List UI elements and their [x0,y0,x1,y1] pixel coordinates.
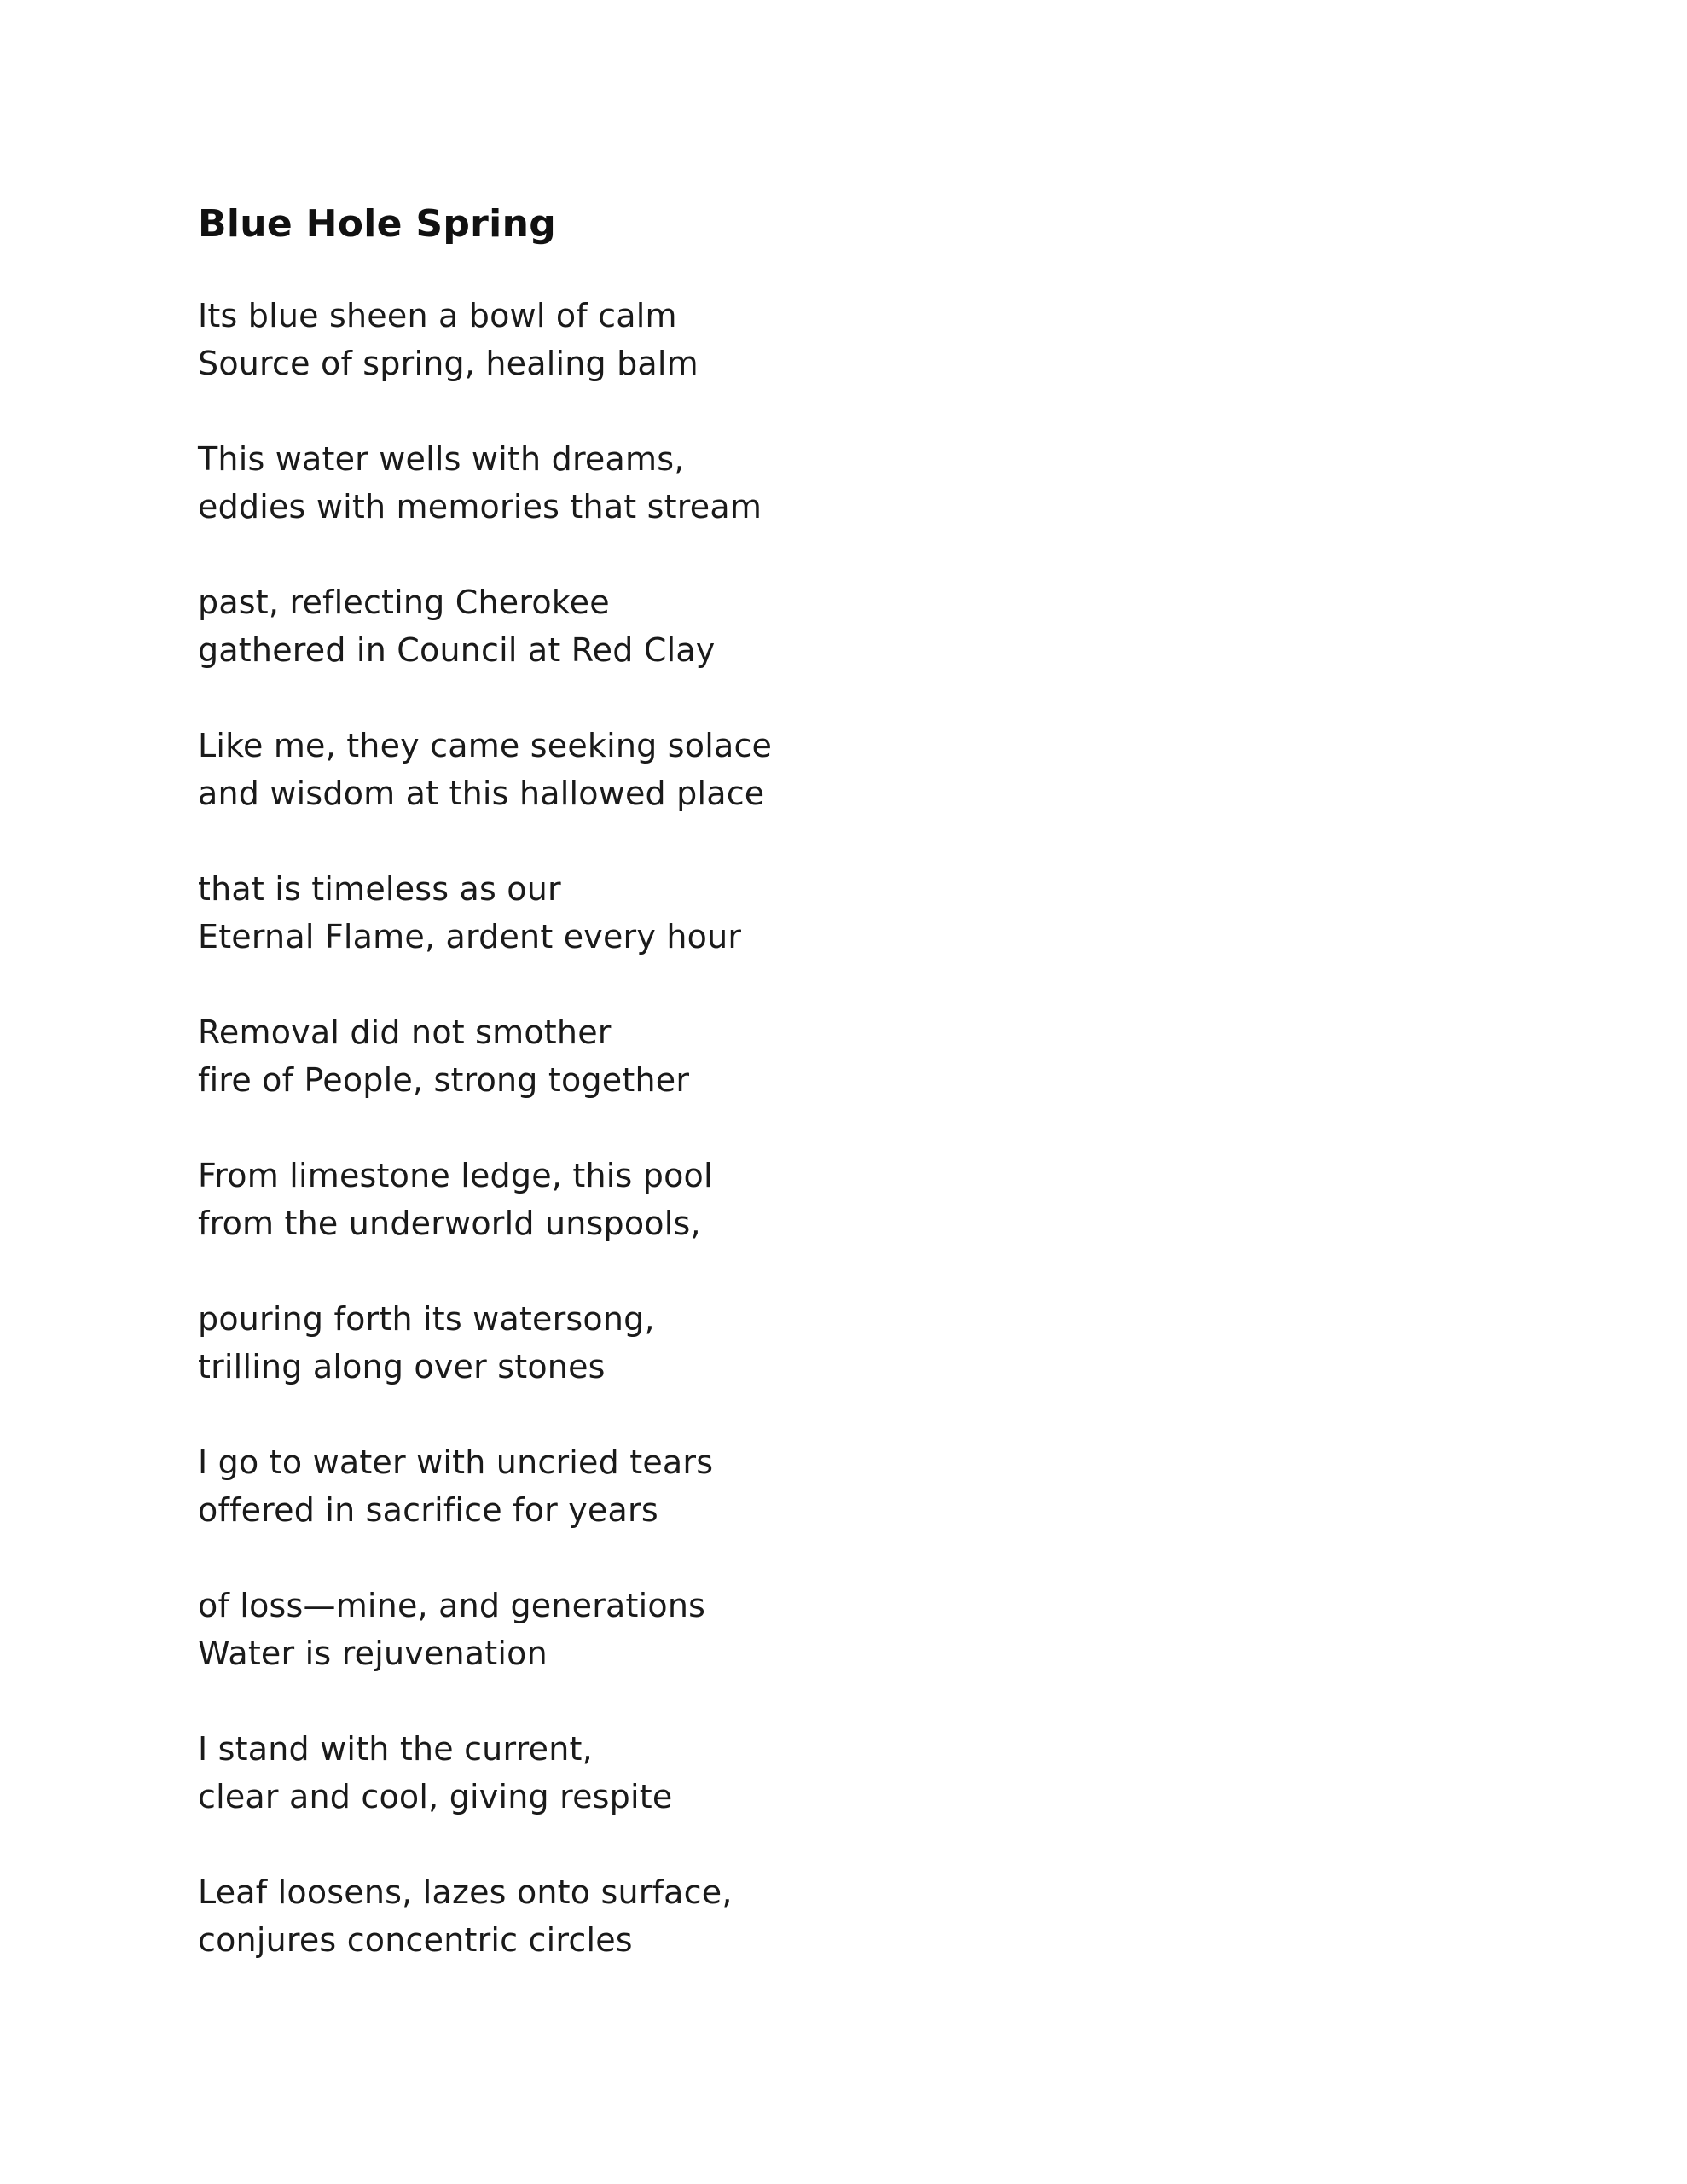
stanza [198,578,1477,674]
document-page [198,195,1477,2012]
stanza [198,722,1477,817]
stanza [198,1725,1477,1821]
poem-line: From limestone ledge, this pool [198,1157,713,1194]
poem-line: and wisdom at this hallowed place [198,775,765,812]
poem-line: trilling along over stones [198,1348,606,1385]
poem-line: Leaf loosens, lazes onto surface, [198,1873,733,1911]
stanza [198,1868,1477,1964]
poem-line: of loss—mine, and generations [198,1587,706,1624]
stanza [198,435,1477,531]
stanza [198,1438,1477,1534]
poem-line: clear and cool, giving respite [198,1778,673,1815]
poem-line: Water is rejuvenation [198,1635,548,1672]
stanza [198,1582,1477,1677]
poem-line: Eternal Flame, ardent every hour [198,918,742,956]
poem-line: This water wells with dreams, [198,440,685,478]
poem-line: that is timeless as our [198,870,561,908]
poem-body [198,292,1477,1964]
poem-line: I stand with the current, [198,1730,593,1768]
poem-line: Source of spring, healing balm [198,345,699,382]
poem-line: offered in sacrifice for years [198,1491,658,1529]
poem-line: from the underworld unspools, [198,1205,701,1242]
poem-line: Like me, they came seeking solace [198,727,773,764]
poem-line: Its blue sheen a bowl of calm [198,297,677,334]
stanza [198,1295,1477,1391]
stanza [198,865,1477,961]
stanza [198,1008,1477,1104]
poem-line: past, reflecting Cherokee [198,584,610,621]
poem-title: Blue Hole Spring [198,202,556,246]
poem-line: pouring forth its watersong, [198,1300,655,1338]
poem-line: Removal did not smother [198,1014,612,1051]
poem-line: eddies with memories that stream [198,488,762,526]
poem-line: I go to water with uncried tears [198,1443,714,1481]
poem-line: gathered in Council at Red Clay [198,631,716,669]
stanza [198,292,1477,387]
poem-line: conjures concentric circles [198,1921,633,1959]
stanza [198,1152,1477,1247]
poem-line: fire of People, strong together [198,1061,690,1099]
